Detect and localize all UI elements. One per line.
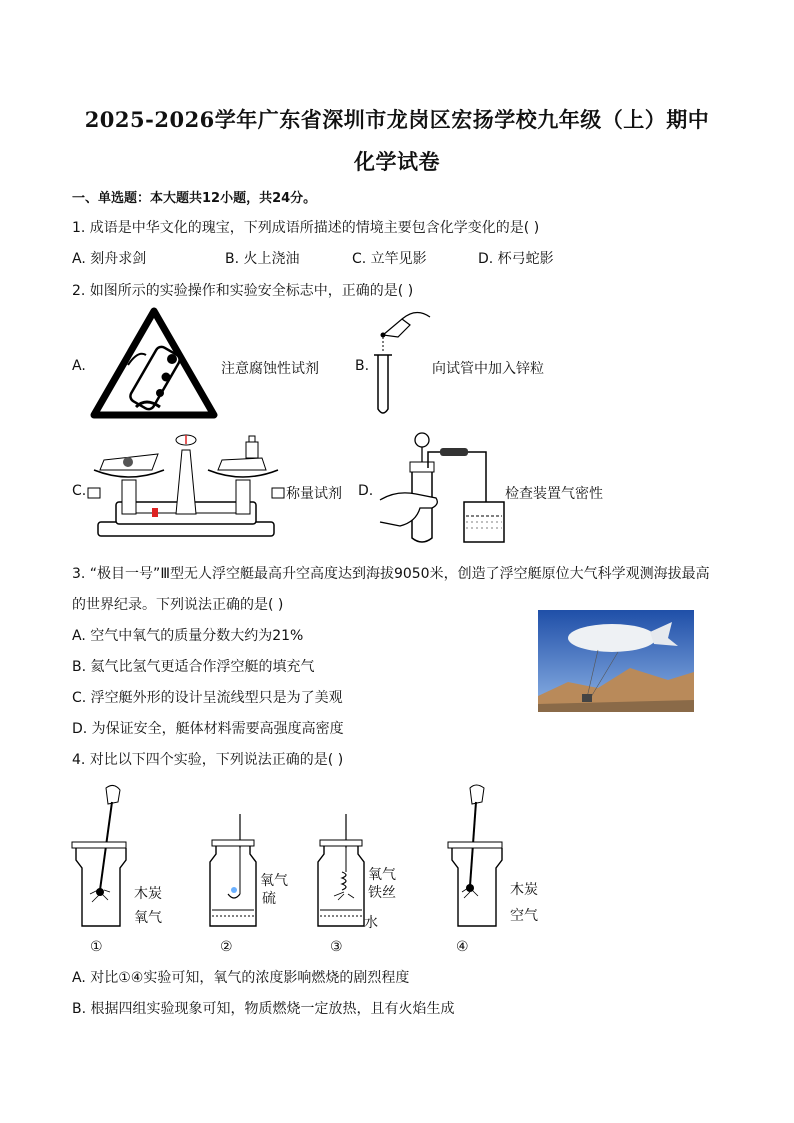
fig3-number: ③ [330,939,343,955]
q1-stem: 1. 成语是中华文化的瑰宝，下列成语所描述的情境主要包含化学变化的是( ) [72,220,540,236]
q2-option-a-text: 注意腐蚀性试剂 [221,361,319,377]
q3-option-b: B. 氦气比氢气更适合作浮空艇的填充气 [72,659,315,675]
page-subtitle: 化学试卷 [354,149,440,174]
zinc-into-tube-icon [368,305,434,420]
q2-option-c-text: 称量试剂 [286,486,342,502]
charcoal-oxygen-bottle-icon [70,782,130,932]
q3-option-d: D. 为保证安全，艇体材料需要高强度高密度 [72,721,344,737]
sulfur-oxygen-bottle-icon [206,814,262,930]
q2-option-b-text: 向试管中加入锌粒 [432,361,544,377]
q2-stem: 2. 如图所示的实验操作和实验安全标志中，正确的是( ) [72,283,414,299]
fig4-label-charcoal: 木炭 [510,882,538,898]
q3-option-c: C. 浮空艇外形的设计呈流线型只是为了美观 [72,690,343,706]
q1-option-c: C. 立竿见影 [352,251,427,267]
iron-wire-oxygen-bottle-icon [314,814,370,930]
q4-stem: 4. 对比以下四个实验，下列说法正确的是( ) [72,752,344,768]
fig2-number: ② [220,939,233,955]
fig4-number: ④ [456,939,469,955]
fig4-label-air: 空气 [510,908,538,924]
charcoal-air-bottle-icon [446,782,506,932]
q1-option-a: A. 刻舟求剑 [72,251,147,267]
q2-option-b-letter: B. [355,358,370,374]
q2-option-d-letter: D. [358,483,374,499]
fig1-label-charcoal: 木炭 [134,886,162,902]
fig3-label-iron-wire: 铁丝 [368,885,396,901]
airship-photo [538,610,694,712]
corrosive-warning-icon [88,305,220,420]
q3-stem-line1: 3. “极目一号”Ⅲ型无人浮空艇最高升空高度达到海拔9050米，创造了浮空艇原位大气科学观测海拔最高 [72,566,710,582]
q1-option-d: D. 杯弓蛇影 [478,251,554,267]
section-heading: 一、单选题：本大题共12小题，共24分。 [72,191,317,206]
balance-scale-icon [86,430,286,542]
fig3-label-water: 水 [364,915,378,931]
q3-option-a: A. 空气中氧气的质量分数大约为21% [72,628,304,644]
fig1-number: ① [90,939,103,955]
q1-option-b: B. 火上浇油 [225,251,300,267]
fig1-label-oxygen: 氧气 [134,910,162,926]
q2-option-d-text: 检查装置气密性 [505,486,603,502]
q4-option-b: B. 根据四组实验现象可知，物质燃烧一定放热，且有火焰生成 [72,1001,455,1017]
fig3-label-oxygen: 氧气 [368,867,396,883]
q4-option-a: A. 对比①④实验可知，氧气的浓度影响燃烧的剧烈程度 [72,970,410,986]
fig2-label-sulfur: 硫 [262,891,276,907]
airtightness-apparatus-icon [376,430,506,545]
fig2-label-oxygen: 氧气 [260,873,288,889]
q2-option-c-letter: C. [72,483,87,499]
q2-option-a-letter: A. [72,358,86,374]
page-title: 2025-2026学年广东省深圳市龙岗区宏扬学校九年级（上）期中 [84,107,710,132]
q3-stem-line2: 的世界纪录。下列说法正确的是( ) [72,597,284,613]
